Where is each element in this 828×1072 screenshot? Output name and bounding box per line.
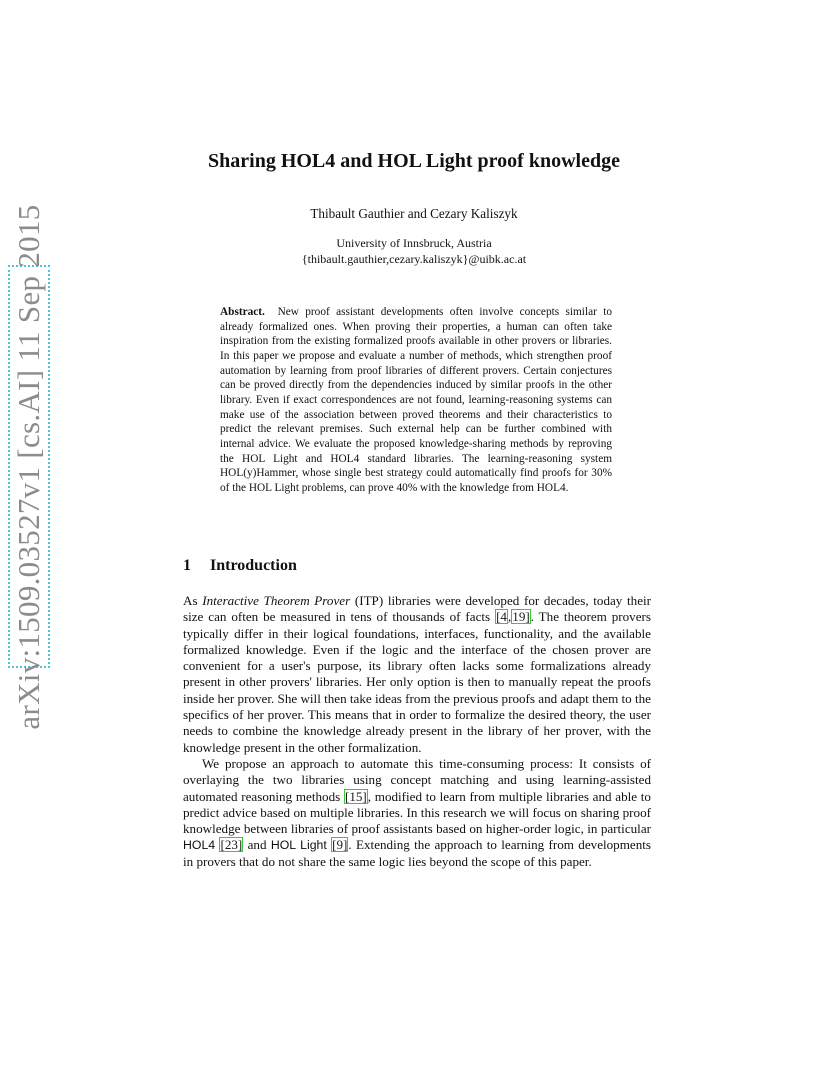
citation-link-9[interactable]: [9] (332, 837, 348, 853)
arxiv-identifier[interactable]: arXiv:1509.03527v1 [cs.AI] 11 Sep 2015 (11, 203, 46, 730)
section-body (183, 593, 651, 870)
p2-text-b: , modified to learn from multiple libraries and able to predict advice based on multiple libraries. In this research we will focus on sharing proof knowledge between libraries of proof assistants based on higher-order logic, in particular (183, 788, 651, 837)
citation-link-4[interactable]: [4 (496, 609, 507, 625)
p1-text-b: (ITP) libraries were developed for decades, today their size can often be measured in tens of thousands of facts (183, 593, 652, 625)
abstract-text: New proof assistant developments often involve concepts similar to already formalized ones. When proving their properties, a human can often take inspiration from the existing formalized proofs available in other provers or libraries. In this paper we propose and evaluate a number of methods, which strengthen proof automation by learning from proof libraries of different provers. Certain conjectures can be proved directly from the dependencies induced by similar proofs in the other library. Even if exact correspondences are not found, learning-reasoning systems can make use of the association between proved theorems and their characteristics to predict the relevant premises. Such external help can be further combined with internal advice. We evaluate the proposed knowledge-sharing methods by reproving the HOL Light and HOL4 standard libraries. The learning-reasoning system HOL(y)Hammer, whose single best strategy could automatically find proofs for 30% of the HOL Light problems, can prove 40% with the knowledge from HOL4. (220, 306, 612, 494)
author-affiliation-block (0, 235, 828, 267)
paper-authors: Thibault Gauthier and Cezary Kaliszyk (310, 206, 518, 221)
p2-text-d: . Extending the approach to learning from developments in provers that do not share the same logic lies beyond the scope of this paper. (183, 837, 652, 869)
citation-link-15[interactable]: [15] (344, 788, 367, 804)
author-email[interactable]: {thibault.gauthier,cezary.kaliszyk}@uibk.ac.at (301, 252, 527, 266)
section-title: Introduction (210, 557, 297, 574)
arxiv-sidebar (8, 203, 50, 730)
p1-itp-term: Interactive Theorem Prover (202, 593, 351, 608)
hol-light-name: HOL Light (270, 838, 327, 853)
paragraph-1: As Interactive Theorem Prover (ITP) libraries were developed for decades, today their size can often be measured in tens of thousands of facts [4,19]. The theorem provers typically differ in their logical foundations, interfaces, functionality, and the available formalized knowledge. Even if the logic and the interface of the chosen prover are convenient for a user's purpose, its library often lacks some formalizations already present in other provers' libraries. Her only option is then to manually repeat the proofs inside her prover. She will then take ideas from the previous proofs and adapt them to the specifics of her prover. This means that in order to formalize the desired theory, the user needs to combine the knowledge already present in the library of her prover, with the knowledge present in the other formalization. (183, 593, 652, 755)
paper-title: Sharing HOL4 and HOL Light proof knowledge (208, 150, 620, 172)
p2-text-a: We propose an approach to automate this time-consuming process: It consists of overlaying the two libraries using concept matching and using learning-assisted automated reasoning methods (183, 755, 651, 804)
section-number: 1 (183, 557, 191, 574)
hol4-name: HOL4 (183, 838, 216, 853)
citation-link-23[interactable]: [23] (220, 837, 243, 853)
abstract-label: Abstract. (220, 306, 265, 318)
affiliation: University of Innsbruck, Austria (336, 236, 492, 250)
p1-text-c: . The theorem provers typically differ in their logical foundations, interfaces, functionality, and the available formalized knowledge. Even if the logic and the interface of the chosen prover are convenient for a user's purpose, its library often lacks some formalizations already present in other provers' libraries. Her only option is then to manually repeat the proofs inside her prover. She will then take ideas from the previous proofs and adapt them to the specifics of her prover. This means that in order to formalize the desired theory, the user needs to combine the knowledge already present in the library of her prover, with the knowledge present in the other formalization. (183, 609, 651, 755)
abstract (220, 305, 612, 496)
citation-link-19[interactable]: 19] (512, 609, 530, 625)
paragraph-2 (183, 756, 651, 870)
section-heading (183, 557, 653, 575)
p2-text-c: and (243, 837, 271, 853)
p1-text-a: As (183, 593, 203, 608)
